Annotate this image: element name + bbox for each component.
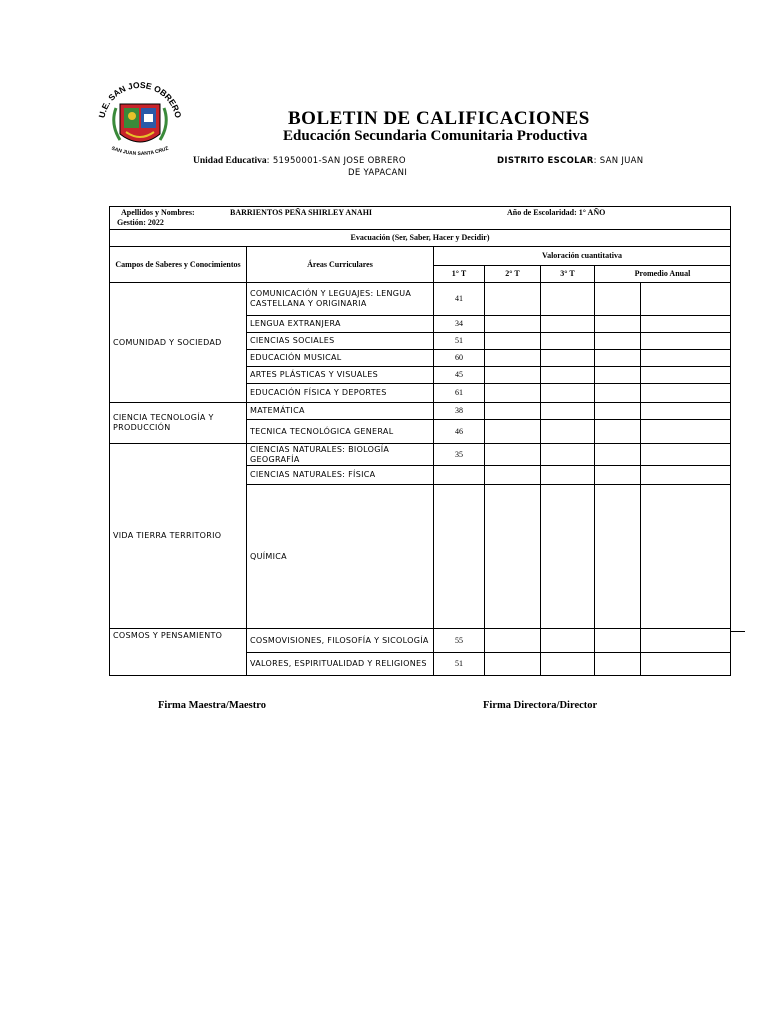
area-label: EDUCACIÓN FÍSICA Y DEPORTES <box>247 384 434 403</box>
annual-cell-b <box>641 629 731 653</box>
grade-t2 <box>485 420 541 444</box>
divider-line <box>730 631 745 632</box>
grade-t3 <box>541 316 595 333</box>
grade-t1: 46 <box>434 420 485 444</box>
grade-t2 <box>485 444 541 466</box>
field-comunidad-sociedad: COMUNIDAD Y SOCIEDAD <box>110 283 247 403</box>
area-label: LENGUA EXTRANJERA <box>247 316 434 333</box>
annual-cell-a <box>595 466 641 485</box>
annual-cell-a <box>595 283 641 316</box>
annual-cell-b <box>641 367 731 384</box>
annual-cell-b <box>641 384 731 403</box>
grade-t3 <box>541 466 595 485</box>
evaluation-header: Evacuación (Ser, Saber, Hacer y Decidir) <box>110 230 731 247</box>
annual-cell-b <box>641 403 731 420</box>
grade-t2 <box>485 629 541 653</box>
table-row <box>110 403 731 420</box>
annual-cell-a <box>595 420 641 444</box>
annual-cell-a <box>595 367 641 384</box>
term2-header: 2° T <box>485 266 541 283</box>
grade-t3 <box>541 384 595 403</box>
grade-t3 <box>541 403 595 420</box>
fields-header: Campos de Saberes y Conocimientos <box>110 247 247 283</box>
area-label: COSMOVISIONES, FILOSOFÍA Y SICOLOGÍA <box>247 629 434 653</box>
annual-cell-a <box>595 384 641 403</box>
grade-t1: 55 <box>434 629 485 653</box>
annual-cell-b <box>641 420 731 444</box>
area-cell <box>247 283 434 316</box>
area-label: EDUCACIÓN MUSICAL <box>247 350 434 367</box>
grade-t1: 34 <box>434 316 485 333</box>
term1-header: 1° T <box>434 266 485 283</box>
area-label: CIENCIAS NATURALES: BIOLOGÍA GEOGRAFÍA <box>247 444 434 466</box>
logo-school-name: U.E. SAN JOSE OBRERO <box>96 79 184 119</box>
grade-t3 <box>541 333 595 350</box>
annual-cell-b <box>641 333 731 350</box>
teacher-signature: Firma Maestra/Maestro <box>158 700 266 711</box>
school-district <box>497 155 643 167</box>
logo-school-place: SAN JUAN SANTA CRUZ <box>110 145 170 158</box>
grade-t1: 41 <box>434 283 485 316</box>
evaluation-header-row <box>110 230 731 247</box>
grade-t1: 45 <box>434 367 485 384</box>
grade-t2 <box>485 283 541 316</box>
grade-t1: 51 <box>434 653 485 676</box>
annual-cell-b <box>641 283 731 316</box>
annual-cell-a <box>595 350 641 367</box>
unit-label: Unidad Educativa <box>193 156 267 166</box>
field-cosmos-pensamiento: COSMOS Y PENSAMIENTO <box>110 629 247 676</box>
annual-cell-a <box>595 333 641 350</box>
annual-cell-a <box>595 485 641 629</box>
area-label: TECNICA TECNOLÓGICA GENERAL <box>247 420 434 444</box>
school-year: Año de Escolaridad: 1° AÑO <box>507 208 606 217</box>
grade-t1: 60 <box>434 350 485 367</box>
annual-cell-b <box>641 653 731 676</box>
field-vida-tierra: VIDA TIERRA TERRITORIO <box>110 444 247 629</box>
grade-t2 <box>485 367 541 384</box>
annual-cell-b <box>641 466 731 485</box>
field-ciencia-tecnologia: CIENCIA TECNOLOGÍA Y PRODUCCIÓN <box>110 403 247 444</box>
document-title: BOLETIN DE CALIFICACIONES <box>288 108 590 129</box>
document-subtitle: Educación Secundaria Comunitaria Productiva <box>283 128 588 144</box>
grade-t2 <box>485 333 541 350</box>
annual-cell-a <box>595 403 641 420</box>
grade-t3 <box>541 653 595 676</box>
grade-t3 <box>541 283 595 316</box>
district-value: : SAN JUAN <box>593 156 644 166</box>
quantitative-header: Valoración cuantitativa <box>434 247 731 266</box>
areas-header: Áreas Curriculares <box>247 247 434 283</box>
table-row <box>110 444 731 466</box>
student-name: BARRIENTOS PEÑA SHIRLEY ANAHI <box>230 208 373 217</box>
annual-cell-b <box>641 485 731 629</box>
educational-unit <box>193 155 406 167</box>
grade-t1: 38 <box>434 403 485 420</box>
grade-t1: 35 <box>434 444 485 466</box>
area-label: MATEMÁTICA <box>247 403 434 420</box>
grade-t3 <box>541 485 595 629</box>
grade-t2 <box>485 403 541 420</box>
unit-value-line2: DE YAPACANI <box>348 168 408 178</box>
term3-header: 3° T <box>541 266 595 283</box>
area-label-line2: CASTELLANA Y ORIGINARIA <box>250 299 367 308</box>
grade-t3 <box>541 420 595 444</box>
area-label: ARTES PLÁSTICAS Y VISUALES <box>247 367 434 384</box>
grades-table <box>109 206 731 676</box>
annual-cell-a <box>595 444 641 466</box>
grade-t2 <box>485 316 541 333</box>
grade-t2 <box>485 350 541 367</box>
management-year: Gestión: 2022 <box>117 218 164 227</box>
school-logo <box>94 78 186 162</box>
area-label: CIENCIAS SOCIALES <box>247 333 434 350</box>
grade-t3 <box>541 367 595 384</box>
table-row <box>110 629 731 653</box>
area-label: COMUNICACIÓN Y LEGUAJES: LENGUA <box>250 289 412 298</box>
unit-value: : 51950001-SAN JOSE OBRERO <box>266 156 406 166</box>
annual-cell-a <box>595 316 641 333</box>
grade-t2 <box>485 384 541 403</box>
student-info-row <box>110 207 731 230</box>
annual-cell-a <box>595 653 641 676</box>
grade-t1: 61 <box>434 384 485 403</box>
annual-cell-a <box>595 629 641 653</box>
grade-t2 <box>485 466 541 485</box>
annual-cell-b <box>641 350 731 367</box>
district-label: DISTRITO ESCOLAR <box>497 156 594 166</box>
table-row <box>110 283 731 316</box>
area-label: QUÍMICA <box>247 485 434 629</box>
svg-text:SAN JUAN SANTA CRUZ <box>111 146 170 157</box>
grade-t2 <box>485 653 541 676</box>
grade-t1: 51 <box>434 333 485 350</box>
grade-t3 <box>541 444 595 466</box>
grade-t3 <box>541 350 595 367</box>
director-signature: Firma Directora/Director <box>483 700 598 711</box>
area-label: VALORES, ESPIRITUALIDAD Y RELIGIONES <box>247 653 434 676</box>
grade-t2 <box>485 485 541 629</box>
grade-t1 <box>434 466 485 485</box>
annual-cell-b <box>641 316 731 333</box>
student-name-label: Apellidos y Nombres: <box>121 208 195 217</box>
annual-average-header: Promedio Anual <box>595 266 731 283</box>
area-label: CIENCIAS NATURALES: FÍSICA <box>247 466 434 485</box>
annual-cell-b <box>641 444 731 466</box>
grade-t3 <box>541 629 595 653</box>
grade-t1 <box>434 485 485 629</box>
